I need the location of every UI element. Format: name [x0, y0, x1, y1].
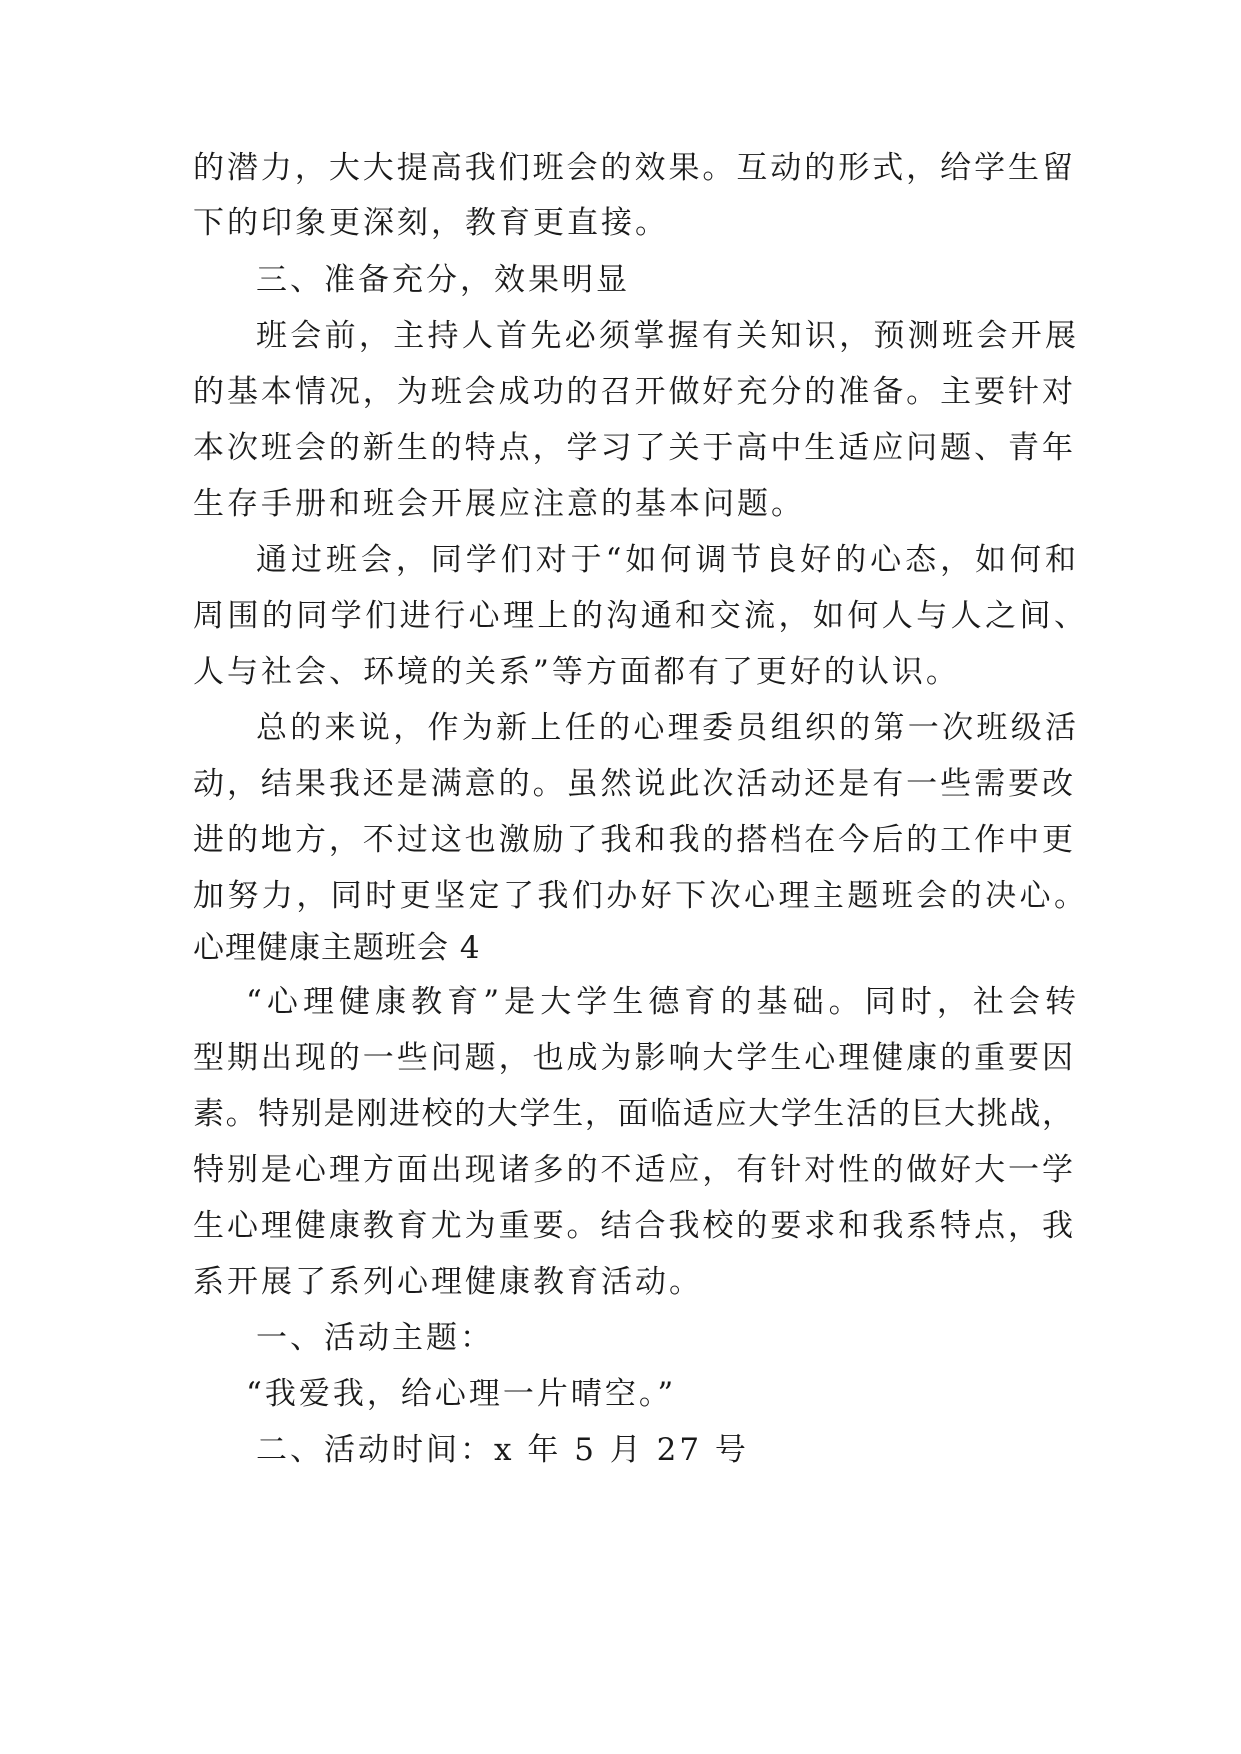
- subtitle: 心理健康主题班会 4: [193, 930, 481, 966]
- text-line: 的基本情况，为班会成功的召开做好充分的准备。主要针对: [193, 374, 1073, 410]
- text-line: “我爱我，给心理一片晴空。”: [246, 1376, 677, 1412]
- text-line: 的潜力，大大提高我们班会的效果。互动的形式，给学生留: [193, 150, 1073, 186]
- text-line: 生存手册和班会开展应注意的基本问题。: [193, 486, 805, 522]
- text-line: 下的印象更深刻，教育更直接。: [193, 205, 669, 241]
- text-line: 素。特别是刚进校的大学生，面临适应大学生活的巨大挑战，: [193, 1096, 1073, 1132]
- text-line: 生心理健康教育尤为重要。结合我校的要求和我系特点，我: [193, 1208, 1073, 1244]
- section-heading: 三、准备充分，效果明显: [256, 262, 630, 298]
- text-line: 总的来说，作为新上任的心理委员组织的第一次班级活: [256, 710, 1076, 746]
- text-line: 动，结果我还是满意的。虽然说此次活动还是有一些需要改: [193, 766, 1073, 802]
- text-line: 周围的同学们进行心理上的沟通和交流，如何人与人之间、: [193, 598, 1085, 634]
- section-heading: 二、活动时间：x 年 5 月 27 号: [256, 1432, 749, 1468]
- text-line: 特别是心理方面出现诸多的不适应，有针对性的做好大一学: [193, 1152, 1073, 1188]
- text-line: 系开展了系列心理健康教育活动。: [193, 1264, 703, 1300]
- text-line: 人与社会、环境的关系”等方面都有了更好的认识。: [193, 654, 960, 690]
- text-line: 通过班会，同学们对于“如何调节良好的心态，如何和: [256, 542, 1076, 578]
- text-line: “心理健康教育”是大学生德育的基础。同时，社会转: [246, 984, 1076, 1020]
- text-line: 进的地方，不过这也激励了我和我的搭档在今后的工作中更: [193, 822, 1073, 858]
- section-heading: 一、活动主题：: [256, 1320, 494, 1356]
- text-line: 加努力，同时更坚定了我们办好下次心理主题班会的决心。: [193, 878, 1085, 914]
- text-line: 班会前，主持人首先必须掌握有关知识，预测班会开展: [256, 318, 1076, 354]
- text-line: 本次班会的新生的特点，学习了关于高中生适应问题、青年: [193, 430, 1073, 466]
- text-line: 型期出现的一些问题，也成为影响大学生心理健康的重要因: [193, 1040, 1073, 1076]
